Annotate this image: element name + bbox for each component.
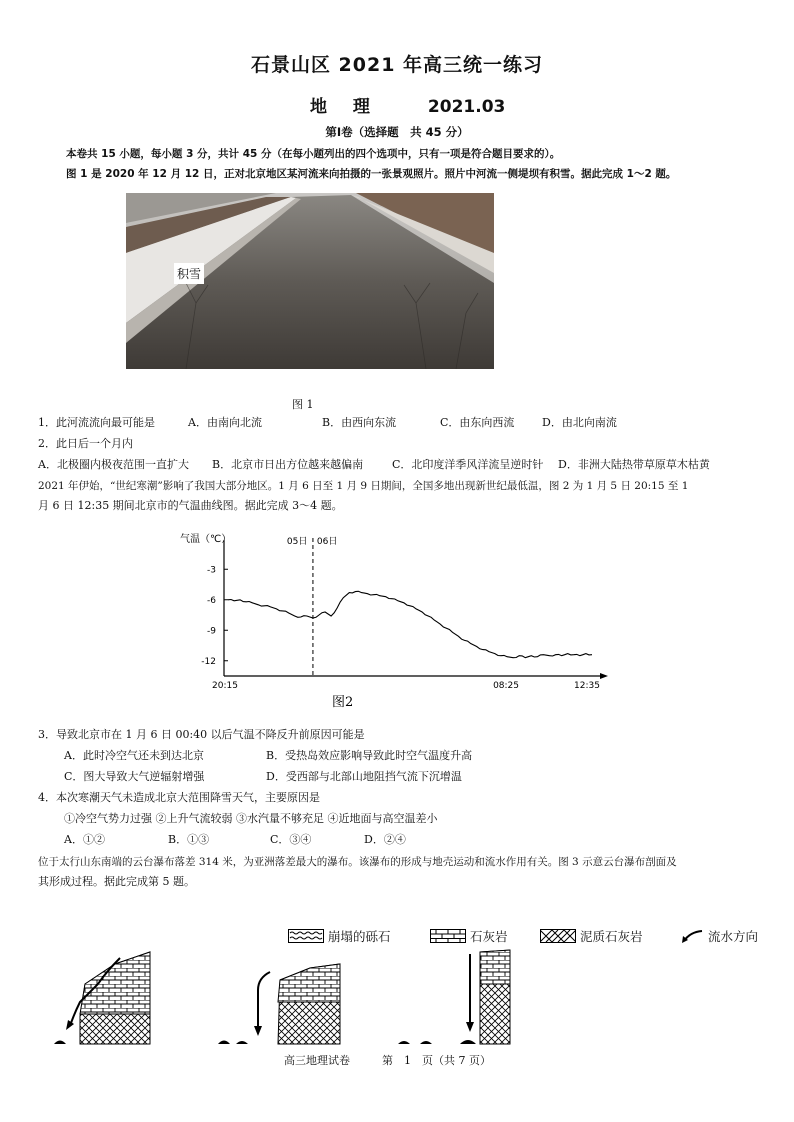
exam-date: 2021.03 [427, 97, 506, 117]
q2-option-d: D．非洲大陆热带草原草木枯黄 [558, 458, 710, 471]
footer-page-number: 第 1 页（共 7 页） [382, 1054, 491, 1067]
q1-stem: 1．此河流流向最可能是 [38, 416, 155, 429]
q4-option-b: B．①③ [168, 833, 210, 846]
q3-option-d: D．受西部与北部山地阻挡气流下沉增温 [266, 770, 462, 783]
q4-stem: 4．本次寒潮天气未造成北京大范围降雪天气，主要原因是 [38, 791, 320, 804]
instructions: 本卷共 15 小题，每小题 3 分，共计 45 分（在每小题列出的四个选项中，只有一项是符合题目要求的）。 [66, 148, 561, 160]
day-label-06: 06日 [316, 537, 338, 547]
q2-option-a: A．北极圈内极夜范围一直扩大 [38, 458, 189, 471]
q2-option-c: C．北印度洋季风洋流呈逆时针 [392, 458, 544, 471]
y-tick-label: -3 [207, 565, 216, 576]
x-tick-label: 20:15 [212, 681, 238, 691]
x-axis-arrow [600, 673, 608, 679]
q4-items: ①冷空气势力过强 ②上升气流较弱 ③水汽量不够充足 ④近地面与高空温差小 [64, 812, 438, 825]
passage-waterfall-1: 位于太行山东南端的云台瀑布落差 314 米，为亚洲落差最大的瀑布。该瀑布的形成与地壳运动和流水作用有关。图 3 示意云台瀑布剖面及 [38, 856, 677, 868]
q1-option-d: D．由北向南流 [542, 416, 617, 429]
marly-limestone-pattern-icon [540, 929, 576, 943]
q4-option-d: D．②④ [364, 833, 406, 846]
section-heading: 第Ⅰ卷（选择题 共 45 分） [325, 125, 469, 139]
day-label-05: 05日 [286, 537, 308, 547]
q1-option-b: B．由西向东流 [322, 416, 397, 429]
legend-limestone: 石灰岩 [470, 929, 508, 944]
exam-title: 石景山区 2021 年高三统一练习 [250, 54, 544, 76]
passage-waterfall-2: 其形成过程。据此完成第 5 题。 [38, 875, 195, 888]
x-tick-label: 12:35 [574, 681, 600, 691]
q3-option-c: C．图大导致大气逆辐射增强 [64, 770, 205, 783]
passage-cold-wave-2: 月 6 日 12:35 期间北京市的气温曲线图。据此完成 3～4 题。 [38, 499, 343, 512]
q1-option-c: C．由东向西流 [440, 416, 515, 429]
temperature-chart [170, 524, 620, 714]
stage-3-section [398, 950, 510, 1044]
gravel-pattern-icon [288, 929, 324, 943]
flow-direction-arrow-icon [680, 928, 704, 944]
q3-option-a: A．此时冷空气还未到达北京 [64, 749, 204, 762]
q4-options [64, 831, 406, 849]
river-photo [126, 193, 494, 369]
q2-options [38, 456, 710, 474]
footer-paper-name: 高三地理试卷 [284, 1054, 350, 1067]
figure1-caption: 图 1 [292, 398, 314, 411]
snow-label: 积雪 [174, 263, 204, 284]
limestone-pattern-icon [430, 929, 466, 943]
x-tick-label: 08:25 [493, 681, 520, 691]
stage-1-section [54, 952, 150, 1044]
q3-options-row2 [64, 768, 462, 786]
y-axis-label: 气温（℃） [180, 534, 232, 545]
stage-2-section [218, 964, 340, 1044]
q4-option-a: A．①② [64, 833, 105, 846]
subject-line [310, 92, 505, 117]
passage-cold-wave-1: 2021 年伊始，“世纪寒潮”影响了我国大部分地区。1 月 6 日至 1 月 9 日期间，全国多地出现新世纪最低温，图 2 为 1 月 5 日 20:15 至 1 [38, 480, 689, 492]
temperature-series-line [228, 591, 592, 657]
figure2-caption: 图2 [332, 695, 354, 710]
q3-options-row1 [64, 747, 473, 765]
legend-gravel: 崩塌的砾石 [328, 929, 391, 944]
q3-option-b: B．受热岛效应影响导致此时空气温度升高 [266, 749, 473, 762]
q2-stem: 2．此日后一个月内 [38, 437, 133, 450]
waterfall-cross-sections [40, 944, 560, 1052]
question-1 [38, 414, 617, 432]
legend-marly-limestone: 泥质石灰岩 [580, 929, 643, 944]
figure1-description: 图 1 是 2020 年 12 月 12 日，正对北京地区某河流来向拍摄的一张景观照片。照片中河流一侧堤坝有积雪。据此完成 1～2 题。 [66, 168, 677, 180]
q4-option-c: C．③④ [270, 833, 312, 846]
y-tick-label: -9 [207, 626, 216, 637]
q1-option-a: A．由南向北流 [188, 416, 262, 429]
subject-name: 地 理 [310, 97, 380, 117]
y-tick-label: -6 [207, 595, 216, 606]
q2-option-b: B．北京市日出方位越来越偏南 [212, 458, 364, 471]
legend-flow-direction: 流水方向 [708, 929, 759, 944]
q3-stem: 3．导致北京市在 1 月 6 日 00:40 以后气温不降反升前原因可能是 [38, 728, 365, 741]
y-tick-label: -12 [201, 656, 216, 667]
